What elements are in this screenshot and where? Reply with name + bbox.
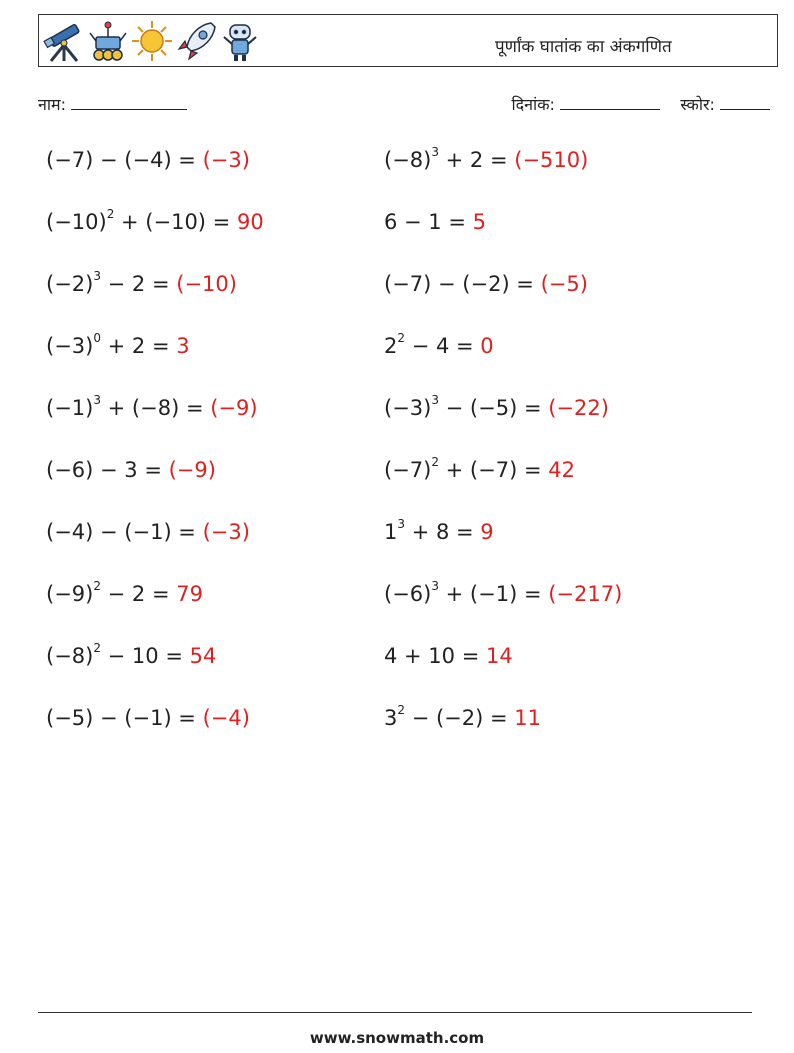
exponent: 2 xyxy=(106,207,115,221)
answer: 3 xyxy=(176,334,190,358)
page-title: पूर्णांक घातांक का अंकगणित xyxy=(495,37,672,57)
exponent: 2 xyxy=(397,703,406,717)
name-field xyxy=(38,93,187,115)
problem-item xyxy=(384,579,623,606)
problem-expression-rest: − 2 = xyxy=(100,272,177,296)
answer: 11 xyxy=(514,706,541,730)
exponent: 0 xyxy=(93,331,101,345)
footer-divider xyxy=(38,1012,752,1013)
header-icons xyxy=(43,19,261,63)
problem-expression: (−6) − 3 = xyxy=(46,458,169,482)
answer: (−3) xyxy=(202,148,250,172)
problem-expression: (−10) xyxy=(46,210,107,234)
problem-item xyxy=(384,455,575,482)
problem-expression: 2 xyxy=(384,334,398,358)
answer: 90 xyxy=(236,210,264,234)
answer: (−22) xyxy=(548,396,609,420)
problem-item xyxy=(46,520,250,544)
problem-expression-rest: + (−8) = xyxy=(100,396,211,420)
problem-expression: (−4) − (−1) = xyxy=(46,520,203,544)
problem-item xyxy=(46,331,190,358)
exponent: 3 xyxy=(431,579,439,593)
answer: (−10) xyxy=(176,272,237,296)
problem-item xyxy=(384,145,589,172)
answer: (−5) xyxy=(540,272,588,296)
problem-expression: (−8) xyxy=(46,644,94,668)
date-score-field xyxy=(512,93,770,115)
problem-item xyxy=(384,210,486,234)
problem-expression: 1 xyxy=(384,520,398,544)
problem-item xyxy=(384,517,494,544)
problem-expression: (−1) xyxy=(46,396,94,420)
problem-expression: (−2) xyxy=(46,272,94,296)
problem-expression-rest: − 2 = xyxy=(100,582,177,606)
problem-expression-rest: − (−5) = xyxy=(438,396,549,420)
problem-expression: 3 xyxy=(384,706,398,730)
problem-expression-rest: + 2 = xyxy=(438,148,515,172)
answer: (−510) xyxy=(514,148,589,172)
problem-item xyxy=(384,331,494,358)
problem-item xyxy=(46,148,250,172)
name-label: नाम: xyxy=(38,95,66,114)
problem-expression-rest: + (−7) = xyxy=(438,458,549,482)
answer: 14 xyxy=(485,644,513,668)
problem-item xyxy=(384,272,588,296)
score-label: स्कोर: xyxy=(680,95,715,114)
problem-expression-rest: − 4 = xyxy=(405,334,481,358)
problem-item xyxy=(384,703,541,730)
date-label: दिनांक: xyxy=(511,95,555,114)
problem-item xyxy=(46,393,258,420)
answer: (−9) xyxy=(168,458,216,482)
answer: (−9) xyxy=(210,396,258,420)
problem-expression-rest: + 2 = xyxy=(100,334,177,358)
problem-expression: 4 + 10 = xyxy=(384,644,486,668)
exponent: 2 xyxy=(397,331,406,345)
answer: 0 xyxy=(480,334,494,358)
problem-item xyxy=(384,393,609,420)
answer: (−3) xyxy=(202,520,250,544)
footer-website: www.snowmath.com xyxy=(309,1029,485,1047)
exponent: 2 xyxy=(431,455,439,469)
problem-item xyxy=(46,579,203,606)
answer: (−4) xyxy=(202,706,250,730)
problem-expression-rest: + 8 = xyxy=(405,520,481,544)
exponent: 3 xyxy=(93,393,101,407)
problem-expression-rest: − (−2) = xyxy=(405,706,515,730)
problem-expression: (−9) xyxy=(46,582,94,606)
answer: (−217) xyxy=(548,582,623,606)
answer: 79 xyxy=(176,582,203,606)
problem-item xyxy=(46,706,250,730)
name-blank[interactable] xyxy=(71,95,187,110)
header-box xyxy=(38,14,778,67)
problem-expression: (−6) xyxy=(384,582,432,606)
rover-icon xyxy=(87,19,129,63)
problem-expression-rest: − 10 = xyxy=(100,644,190,668)
exponent: 3 xyxy=(431,145,439,159)
problem-expression: (−3) xyxy=(384,396,432,420)
exponent: 2 xyxy=(93,641,101,655)
problem-expression: 6 − 1 = xyxy=(384,210,473,234)
exponent: 3 xyxy=(431,393,439,407)
exponent: 3 xyxy=(397,517,406,531)
exponent: 2 xyxy=(93,579,101,593)
date-blank[interactable] xyxy=(560,95,660,110)
problem-item xyxy=(46,641,217,668)
telescope-icon xyxy=(43,19,85,63)
problem-expression: (−7) xyxy=(384,458,432,482)
problem-item xyxy=(46,207,264,234)
answer: 5 xyxy=(472,210,486,234)
problem-expression: (−7) − (−2) = xyxy=(384,272,541,296)
problem-expression-rest: + (−10) = xyxy=(114,210,237,234)
answer: 42 xyxy=(548,458,575,482)
problem-item xyxy=(46,458,216,482)
problem-expression: (−7) − (−4) = xyxy=(46,148,203,172)
robot-icon xyxy=(219,19,261,63)
problem-item xyxy=(384,644,513,668)
rocket-icon xyxy=(175,19,217,63)
answer: 9 xyxy=(480,520,494,544)
problem-expression: (−5) − (−1) = xyxy=(46,706,203,730)
exponent: 3 xyxy=(93,269,101,283)
sun-icon xyxy=(131,19,173,63)
problem-item xyxy=(46,269,237,296)
problem-expression: (−8) xyxy=(384,148,432,172)
answer: 54 xyxy=(189,644,217,668)
problem-expression-rest: + (−1) = xyxy=(438,582,549,606)
problem-expression: (−3) xyxy=(46,334,94,358)
score-blank[interactable] xyxy=(720,95,770,110)
